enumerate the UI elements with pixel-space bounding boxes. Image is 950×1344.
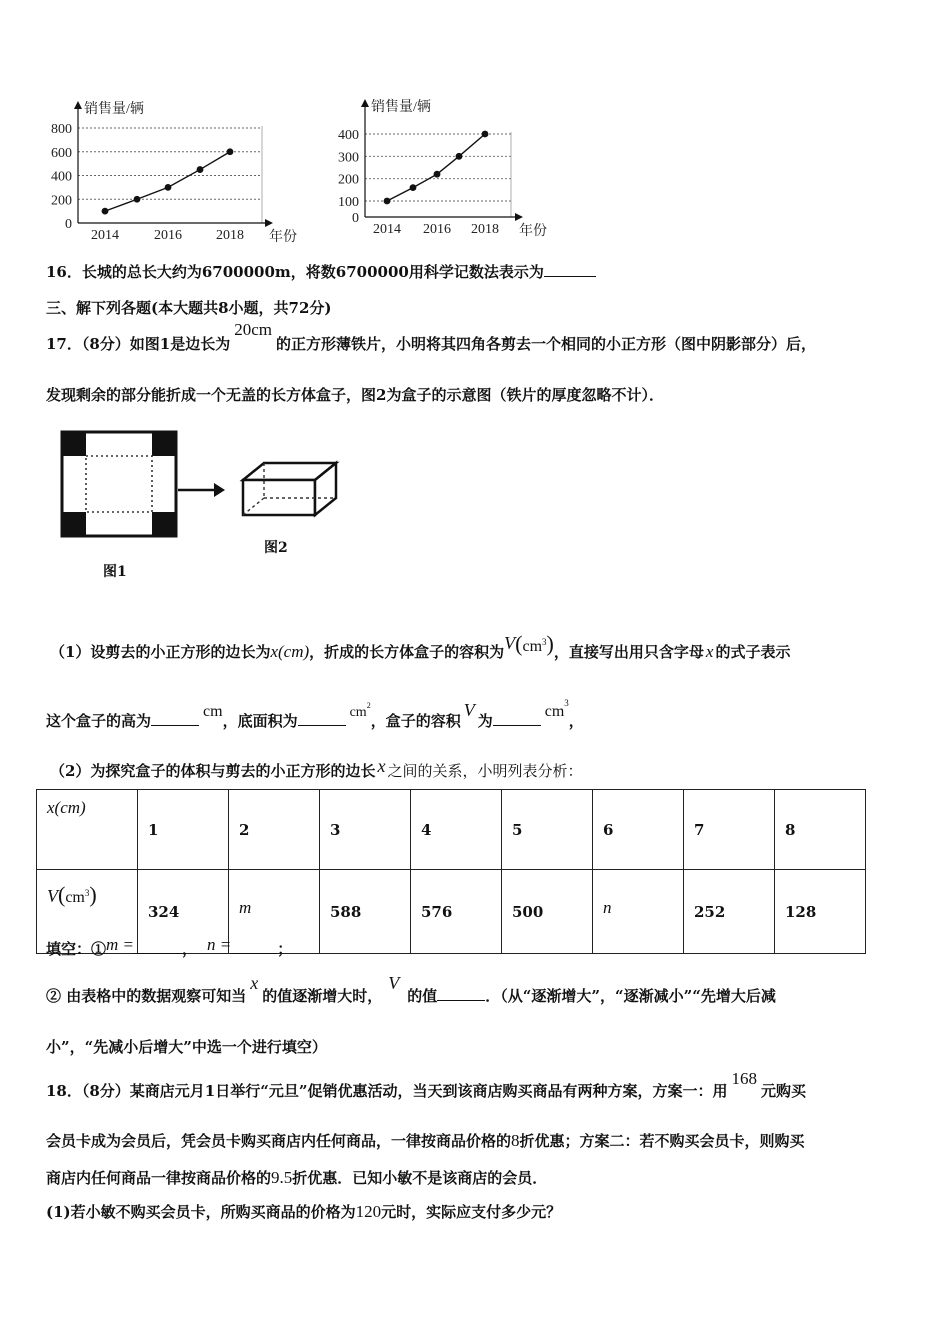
q17-part1-line-1: （1）设剪去的小正方形的边长为x(cm)，折成的长方体盒子的容积为$V(cm^3)$，直接写出用只含字母 x 的式子表示: [50, 631, 791, 661]
table-cell: 576: [411, 870, 502, 954]
table-cell-m: m: [239, 897, 252, 917]
table-cell: 324: [138, 870, 229, 954]
table-cell: [593, 870, 684, 954]
x-axis-arrow: [515, 213, 523, 221]
q18-text-g: (1)若小敏不购买会员卡，所购买商品的价格为: [46, 1203, 356, 1221]
table-cell: 6: [593, 790, 684, 870]
q17-p1-V-unit: cm: [522, 638, 543, 655]
x-tick-label: 2014: [373, 222, 401, 237]
unit-cm2: cm: [349, 705, 367, 720]
corner-square-top-left: [62, 432, 86, 456]
x-axis-arrow: [265, 219, 273, 227]
table-cell: 588: [320, 870, 411, 954]
y-axis-arrow: [74, 101, 82, 109]
q17-p2-text-b: 之间的关系，小明列表分析：: [387, 762, 583, 780]
table-cell: 2: [229, 790, 320, 870]
q17-part2-line: [50, 756, 583, 781]
q17-p1-var-x: x: [705, 642, 714, 661]
table-cell: 252: [684, 870, 775, 954]
q17-p1-V-2: V: [463, 700, 475, 720]
q17-p1-V: V: [504, 633, 516, 653]
q17-side-length: 20cm: [234, 320, 273, 339]
x-tick-label: 2014: [91, 228, 119, 243]
q18-text-b: 元购买: [761, 1082, 807, 1100]
q16-answer-blank: [544, 262, 596, 277]
unit-cm3: cm: [544, 703, 565, 720]
table-header-v-text: V: [47, 886, 58, 906]
table-cell: 8: [775, 790, 866, 870]
data-point: [165, 184, 172, 191]
table-cell: 500: [502, 870, 593, 954]
y-axis-label: 销售量/辆: [371, 100, 431, 115]
arrow-icon: [176, 480, 226, 500]
q17-trend-text-e: 小”，“先减小后增大”中选一个进行填空）: [46, 1038, 327, 1056]
y-tick-label: 600: [51, 145, 72, 161]
y-tick-label: 400: [51, 169, 72, 185]
q17-fill-text-a: 填空：①: [46, 940, 107, 958]
corner-square-bottom-left: [62, 512, 86, 536]
q17-fill-line: [46, 935, 293, 959]
section-3-heading: [46, 297, 332, 318]
y-tick-label: 200: [338, 172, 359, 188]
figure-2-label: 图2: [264, 540, 288, 556]
table-cell: 3: [320, 790, 411, 870]
q17-trend-V: V: [388, 973, 400, 993]
y-tick-label: 100: [338, 195, 359, 210]
q17-trend-text-a: ② 由表格中的数据观察可知当: [46, 987, 247, 1005]
y-tick-label: 800: [51, 122, 72, 137]
q17-p1-text-i: ，: [568, 712, 584, 730]
q17-p1-text-c: ，直接写出用只含字母: [553, 643, 704, 661]
unit-cm: cm: [203, 703, 223, 720]
table-header-v: $V(cm^3)$: [37, 870, 138, 954]
x-tick-label: 2018: [471, 222, 499, 237]
data-point: [134, 196, 141, 203]
table-header-x: [37, 790, 138, 870]
q17-fill-n: n =: [207, 935, 232, 954]
n-answer-blank: [231, 939, 277, 954]
x-tick-label: 2016: [423, 222, 451, 237]
q18-text-e: 商店内任何商品一律按商品价格的: [46, 1169, 272, 1187]
y-axis-arrow: [361, 99, 369, 107]
sales-chart-2: [335, 95, 565, 250]
volume-answer-blank: [493, 711, 541, 726]
y-tick-label: 300: [338, 150, 359, 166]
q17-fill-sep: ，: [182, 940, 198, 958]
y-tick-label: 200: [51, 193, 72, 209]
q18-price-120: 120: [355, 1202, 382, 1221]
height-answer-blank: [151, 711, 199, 726]
q17-fill-end: ；: [277, 940, 293, 958]
q17-p1-text-a: （1）设剪去的小正方形的边长为: [50, 643, 271, 661]
series-line: [105, 152, 230, 211]
q17-text-a: 17．（8分）如图1是边长为: [46, 335, 231, 353]
figure-2-box: [238, 458, 348, 523]
q17-trend-line-1: [46, 973, 776, 1006]
q17-fill-m: m =: [106, 935, 135, 954]
q17-text-c: 发现剩余的部分能折成一个无盖的长方体盒子，图2为盒子的示意图（铁片的厚度忽略不计）．: [46, 386, 664, 404]
q18-price-168: 168: [731, 1069, 758, 1088]
sales-chart-1: [40, 95, 310, 250]
q17-trend-x: x: [250, 973, 259, 993]
data-point: [434, 171, 441, 178]
table-cell: 4: [411, 790, 502, 870]
x-axis-label: 年份: [269, 230, 297, 245]
q17-p1-text-d: 的式子表示: [715, 643, 791, 661]
base-area-answer-blank: [298, 711, 346, 726]
q17-p1-text-g: ，盒子的容积: [370, 712, 461, 730]
q17-p2-text-a: （2）为探究盒子的体积与剪去的小正方形的边长: [50, 762, 376, 780]
table-header-v-unit: cm: [65, 889, 85, 906]
q18-line-1: [46, 1069, 807, 1101]
q17-p1-text-h: 为: [477, 712, 493, 730]
q17-p1-text-e: 这个盒子的高为: [46, 712, 152, 730]
q18-line-4: [46, 1201, 561, 1222]
q18-discount-8: 8: [511, 1131, 520, 1150]
q17-line-2: [46, 384, 664, 405]
q18-text-a: 18．（8分）某商店元月1日举行“元旦”促销优惠活动，当天到该商店购买商品有两种方案，方案一：用: [46, 1082, 728, 1100]
data-point: [384, 198, 391, 205]
figure-1-square-sheet: [60, 430, 180, 540]
figure-1-label: 图1: [103, 564, 127, 580]
data-point: [197, 166, 204, 173]
q17-trend-text-b: 的值逐渐增大时，: [262, 987, 383, 1005]
data-point: [102, 208, 109, 215]
q18-line-2: [46, 1130, 805, 1151]
y-tick-label: 0: [65, 217, 72, 232]
table-cell: 128: [775, 870, 866, 954]
table-header-x-text: x(cm): [47, 798, 86, 817]
q18-text-c: 会员卡成为会员后，凭会员卡购买商店内任何商品，一律按商品价格的: [46, 1132, 512, 1150]
data-point: [456, 153, 463, 160]
series-line: [387, 134, 485, 201]
x-tick-label: 2016: [154, 228, 182, 243]
q17-trend-line-2: [46, 1036, 327, 1057]
q17-p2-var-x: x: [377, 756, 386, 776]
q18-discount-9-5: 9.5: [271, 1168, 293, 1187]
q16-text: 16．长城的总长大约为6700000m，将数6700000用科学记数法表示为: [46, 263, 544, 281]
q17-p1-text-f: ，底面积为: [222, 712, 298, 730]
section-3-text: 三、解下列各题(本大题共8小题，共72分): [46, 299, 332, 317]
q17-line-1: [46, 320, 817, 354]
trend-answer-blank: [437, 986, 485, 1001]
q18-text-f: 折优惠．已知小敏不是该商店的会员．: [292, 1169, 548, 1187]
x-tick-label: 2018: [216, 228, 244, 243]
y-tick-label: 0: [352, 211, 359, 226]
volume-table: [36, 789, 866, 954]
q17-trend-text-d: ．（从“逐渐增大”，“逐渐减小”“先增大后减: [485, 987, 776, 1005]
q17-p1-text-b: ，折成的长方体盒子的容积为: [309, 643, 505, 661]
table-cell-n: n: [603, 897, 612, 917]
q18-text-d: 折优惠；方案二：若不购买会员卡，则购买: [519, 1132, 805, 1150]
q18-line-3: [46, 1167, 547, 1188]
data-point: [482, 131, 489, 138]
data-point: [227, 148, 234, 155]
question-16: [46, 261, 596, 282]
q17-p1-x: x(cm): [270, 642, 310, 661]
x-axis-label: 年份: [519, 224, 547, 239]
y-tick-label: 400: [338, 128, 359, 143]
table-cell: 7: [684, 790, 775, 870]
corner-square-bottom-right: [152, 512, 176, 536]
y-axis-label: 销售量/辆: [84, 102, 144, 117]
q17-part1-line-2: 这个盒子的高为cm，底面积为 $cm^2$，盒子的容积V为$cm^3$，: [46, 698, 584, 730]
corner-square-top-right: [152, 432, 176, 456]
table-row-x: [37, 790, 866, 870]
table-cell: 1: [138, 790, 229, 870]
m-answer-blank: [134, 939, 182, 954]
q17-text-b: 的正方形薄铁片，小明将其四角各剪去一个相同的小正方形（图中阴影部分）后，: [276, 335, 817, 353]
q18-text-h: 元时，实际应支付多少元？: [381, 1203, 562, 1221]
data-point: [410, 184, 417, 191]
q17-trend-text-c: 的值: [407, 987, 438, 1005]
table-cell: 5: [502, 790, 593, 870]
